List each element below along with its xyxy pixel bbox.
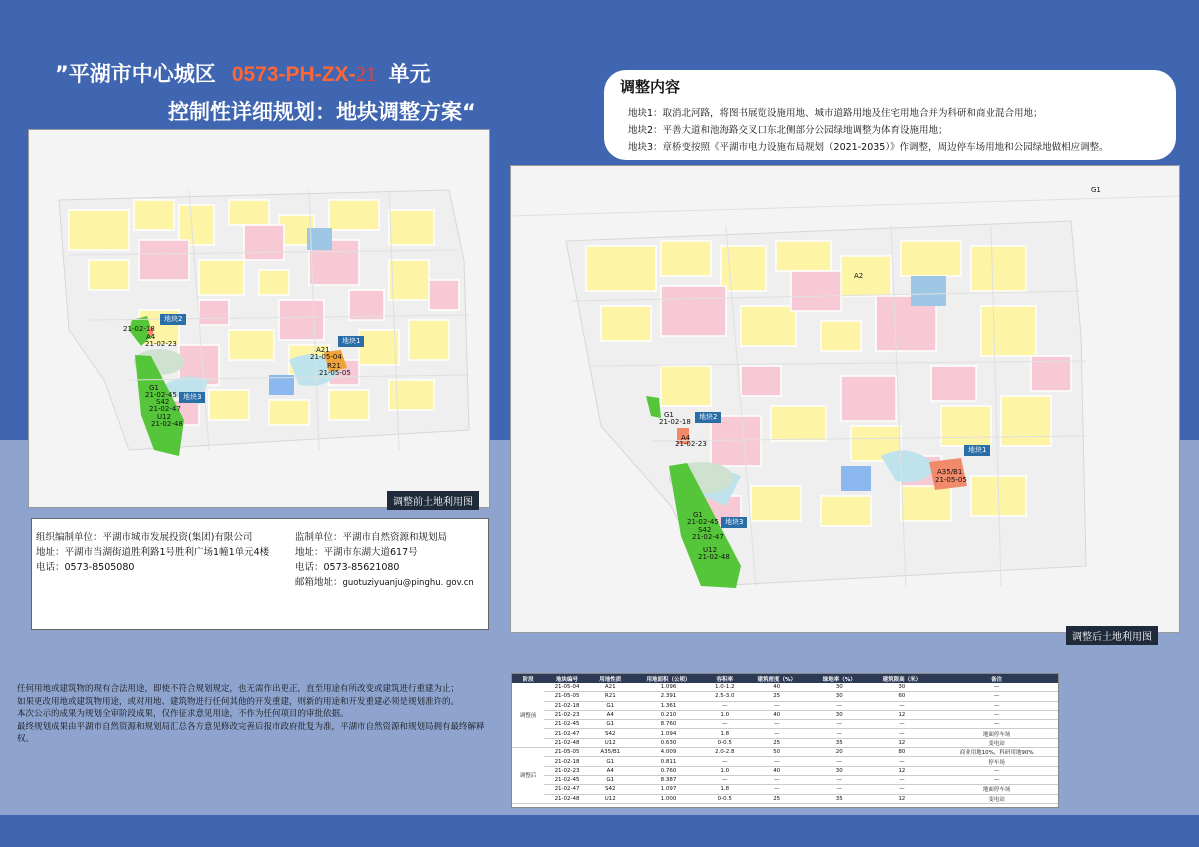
map-before-canvas: [29, 130, 489, 507]
table-cell: 25: [743, 692, 810, 701]
table-cell: G1: [590, 775, 631, 784]
table-cell: 25: [743, 794, 810, 803]
table-cell: 21-02-18: [544, 701, 590, 710]
map-after-use-u12: U12: [703, 546, 718, 554]
table-stage-cell: 调整后: [512, 748, 544, 804]
supervisor-address: 地址：平湖市东湖大道617号: [295, 547, 418, 558]
table-cell: 12: [868, 738, 935, 747]
table-cell: 12: [868, 710, 935, 719]
table-cell: —: [868, 720, 935, 729]
info-box: [31, 518, 489, 630]
table-row: [512, 710, 1058, 719]
table-cell: U12: [590, 738, 631, 747]
table-cell: 1.8: [706, 729, 743, 738]
map-before-code-21-02-47: 21-02-47: [149, 405, 181, 413]
table-cell: —: [743, 757, 810, 766]
table-cell: U12: [590, 794, 631, 803]
note-4: 最终规划成果由平湖市自然资源和规划局汇总各方意见修改完善后报市政府批复为准，平湖市自然资源和规划局拥有最终解释权。: [17, 721, 485, 744]
table-row: [512, 701, 1058, 710]
table-cell: —: [935, 775, 1058, 784]
map-after-code-21-02-18: 21-02-18: [659, 418, 691, 426]
table-cell: —: [743, 701, 810, 710]
table-cell: —: [935, 766, 1058, 775]
map-before-tag-plot3: 地块3: [179, 392, 205, 403]
adjustment-heading: 调整内容: [620, 78, 681, 96]
map-after[interactable]: [510, 165, 1180, 633]
org-address: 地址：平湖市当湖街道胜利路1号胜利广场1幢1单元4楼: [36, 547, 270, 558]
table-cell: 商业用地10%，科研用地90%: [935, 748, 1058, 757]
org-phone: 电话：0573-8505080: [36, 562, 135, 573]
table-stage-cell: 调整前: [512, 683, 544, 748]
table-cell: 30: [810, 710, 868, 719]
map-after-tag-plot3: 地块3: [721, 517, 747, 528]
table-cell: 50: [743, 748, 810, 757]
map-before-code-21-05-05: 21-05-05: [319, 369, 351, 377]
bottom-band: [0, 815, 1199, 847]
table-header: 建筑密度（%）: [743, 674, 810, 683]
table-cell: G1: [590, 757, 631, 766]
table-cell: —: [706, 757, 743, 766]
title-prefix: ”平湖市中心城区: [55, 62, 216, 86]
table-cell: 60: [868, 692, 935, 701]
table-cell: 1.0-1.2: [706, 683, 743, 692]
table-cell: —: [935, 710, 1058, 719]
map-before-code-21-02-48: 21-02-48: [151, 420, 183, 428]
supervisor-name: 监制单位：平湖市自然资源和规划局: [295, 532, 448, 543]
map-after-caption: 调整后土地利用图: [1066, 626, 1158, 645]
table-cell: 1.000: [631, 794, 707, 803]
table-cell: G1: [590, 701, 631, 710]
table-cell: A35/B1: [590, 748, 631, 757]
map-before-tag-plot2: 地块2: [160, 314, 186, 325]
table-cell: 21-02-45: [544, 775, 590, 784]
indicator-table: [511, 673, 1059, 808]
table-cell: 1.096: [631, 683, 707, 692]
map-after-canvas: [511, 166, 1179, 632]
table-cell: —: [810, 720, 868, 729]
table-cell: —: [706, 720, 743, 729]
note-1: 任何用地或建筑物的现有合法用途，即使不符合规划规定，也无需作出更正，直至用途有所改变或建筑进行重建为止；: [17, 684, 460, 694]
table-cell: 40: [743, 710, 810, 719]
table-cell: 21-05-04: [544, 683, 590, 692]
map-after-code-21-02-45: 21-02-45: [687, 518, 719, 526]
map-before-use-u12: U12: [157, 413, 172, 421]
table-cell: 21-02-48: [544, 794, 590, 803]
table-cell: 21-05-05: [544, 692, 590, 701]
table-cell: 80: [868, 748, 935, 757]
email-line: [295, 574, 474, 588]
table-cell: 地面停车场: [935, 729, 1058, 738]
table-cell: 0.811: [631, 757, 707, 766]
table-cell: 1.097: [631, 785, 707, 794]
page-title-line2: 控制性详细规划：地块调整方案“: [168, 100, 476, 124]
table-cell: 21-05-05: [544, 748, 590, 757]
table-cell: A21: [590, 683, 631, 692]
org-name: 组织编制单位：平湖市城市发展投资(集团)有限公司: [36, 532, 253, 543]
table-cell: —: [810, 757, 868, 766]
table-cell: G1: [590, 720, 631, 729]
table-cell: 变电站: [935, 794, 1058, 803]
table-cell: 30: [810, 683, 868, 692]
map-before[interactable]: [28, 129, 490, 508]
table-row: [512, 775, 1058, 784]
table-cell: 40: [743, 766, 810, 775]
table-cell: —: [743, 775, 810, 784]
table-cell: —: [706, 775, 743, 784]
table-cell: 1.0: [706, 710, 743, 719]
table-cell: —: [810, 775, 868, 784]
table-row: [512, 757, 1058, 766]
map-before-use-a4: A4: [146, 333, 156, 341]
table-cell: 1.094: [631, 729, 707, 738]
table-cell: —: [868, 757, 935, 766]
map-after-use-a2: A2: [854, 272, 864, 280]
note-2: 如果更改用地或建筑物用途，或对用地、建筑物进行任何其他的开发重建，则新的用途和开发重建必须是规划准许的。: [17, 696, 460, 707]
table-cell: 8.387: [631, 775, 707, 784]
table-header-row: [512, 674, 1058, 683]
table-cell: 4.009: [631, 748, 707, 757]
map-before-use-g1: G1: [149, 384, 159, 392]
table-cell: —: [868, 701, 935, 710]
table-cell: 21-02-45: [544, 720, 590, 729]
table-cell: 12: [868, 794, 935, 803]
map-after-code-21-02-47: 21-02-47: [692, 533, 724, 541]
table-cell: 20: [810, 748, 868, 757]
table-body: [512, 683, 1058, 803]
table-cell: —: [810, 729, 868, 738]
map-before-use-a21: A21: [316, 346, 330, 354]
map-before-use-r21: R21: [327, 362, 341, 370]
map-after-tag-plot2: 地块2: [695, 412, 721, 423]
table-cell: 35: [810, 738, 868, 747]
table-cell: S42: [590, 785, 631, 794]
map-before-code-21-02-45: 21-02-45: [145, 391, 177, 399]
table-cell: —: [706, 701, 743, 710]
table-row: [512, 729, 1058, 738]
map-after-use-a35-b1: A35/B1: [937, 468, 963, 476]
table-cell: 40: [743, 683, 810, 692]
table-cell: 1.361: [631, 701, 707, 710]
map-after-code-21-05-05: 21-05-05: [935, 476, 967, 484]
table-cell: 30: [868, 683, 935, 692]
map-before-code-21-02-23: 21-02-23: [145, 340, 177, 348]
table-cell: A4: [590, 766, 631, 775]
table-cell: 21-02-47: [544, 785, 590, 794]
table-row: [512, 692, 1058, 701]
map-after-use-g1: G1: [664, 411, 674, 419]
notes: [17, 683, 497, 746]
table-cell: R21: [590, 692, 631, 701]
table-cell: 21-02-48: [544, 738, 590, 747]
table-header: 备注: [935, 674, 1058, 683]
map-before-tag-plot1: 地块1: [338, 336, 364, 347]
map-after-code-21-02-23: 21-02-23: [675, 440, 707, 448]
table-cell: 1.0: [706, 766, 743, 775]
table-cell: A4: [590, 710, 631, 719]
table-cell: 变电站: [935, 738, 1058, 747]
map-after-use-s42: S42: [698, 526, 712, 534]
table-cell: 停车场: [935, 757, 1058, 766]
table-cell: —: [935, 720, 1058, 729]
table-cell: 35: [810, 794, 868, 803]
table-cell: 2.0-2.8: [706, 748, 743, 757]
map-before-caption: 调整前土地利用图: [387, 491, 479, 510]
adjustment-item-2: 地块2：平善大道和池海路交叉口东北侧部分公园绿地调整为体育设施用地；: [628, 125, 948, 136]
table-cell: 8.760: [631, 720, 707, 729]
table-header: 建筑限高（米）: [868, 674, 935, 683]
map-before-code-21-02-18: 21-02-18: [123, 325, 155, 333]
table-cell: 21-02-23: [544, 710, 590, 719]
note-3: 本次公示的成果为规划全审阶段成果，仅作征求意见用途，不作为任何项目的审批依据。: [17, 709, 349, 719]
table-cell: —: [743, 729, 810, 738]
map-after-tag-plot1: 地块1: [964, 445, 990, 456]
table-row: [512, 738, 1058, 747]
map-before-code-21-05-04: 21-05-04: [310, 353, 342, 361]
table-cell: —: [810, 785, 868, 794]
map-before-use-s42: S42: [156, 398, 170, 406]
adjustment-panel: [604, 70, 1176, 160]
table-cell: —: [935, 692, 1058, 701]
table-cell: 0.760: [631, 766, 707, 775]
email-link[interactable]: guotuziyuanju@pinghu. gov.cn: [342, 578, 474, 588]
page-title-line1: [55, 58, 431, 88]
adjustment-item-3: 地块3：章桥变按照《平湖市电力设施布局规划（2021-2035）》作调整，周边停车场用地和公园绿地做相应调整。: [628, 142, 1109, 153]
table-cell: 21-02-23: [544, 766, 590, 775]
table-cell: —: [935, 701, 1058, 710]
map-after-use-g1-top: G1: [1091, 186, 1101, 194]
map-after-code-21-02-48: 21-02-48: [698, 553, 730, 561]
map-after-use-g1-park: G1: [693, 511, 703, 519]
table-cell: 21-02-47: [544, 729, 590, 738]
table-cell: —: [868, 785, 935, 794]
table-header: 地块编号: [544, 674, 590, 683]
table-row: [512, 794, 1058, 803]
table-cell: 30: [810, 766, 868, 775]
table-header: 用地面积（公顷）: [631, 674, 707, 683]
table-row: [512, 748, 1058, 757]
table-cell: 0.630: [631, 738, 707, 747]
title-code-num: 21: [355, 62, 377, 86]
table-row: [512, 683, 1058, 692]
table-cell: 1.8: [706, 785, 743, 794]
table-cell: —: [935, 683, 1058, 692]
table-cell: 12: [868, 766, 935, 775]
table-cell: —: [868, 775, 935, 784]
table-header: 容积率: [706, 674, 743, 683]
table-cell: 2.391: [631, 692, 707, 701]
table-cell: 25: [743, 738, 810, 747]
supervisor-phone: 电话：0573-85621080: [295, 562, 400, 573]
adjustment-item-1: 地块1：取消北河路，将图书展览设施用地、城市道路用地及住宅用地合并为科研和商业混合用地；: [628, 108, 1043, 119]
table-cell: 21-02-18: [544, 757, 590, 766]
table-cell: 30: [810, 692, 868, 701]
table-cell: 0-0.5: [706, 794, 743, 803]
table-row: [512, 720, 1058, 729]
table-cell: —: [868, 729, 935, 738]
table-cell: —: [810, 701, 868, 710]
table-row: [512, 785, 1058, 794]
table-cell: 地面停车场: [935, 785, 1058, 794]
table-cell: 0-0.5: [706, 738, 743, 747]
title-unit: 单元: [388, 62, 431, 86]
title-code: 0573-PH-ZX-: [231, 63, 356, 86]
table-row: [512, 766, 1058, 775]
email-label: 邮箱地址：: [295, 577, 343, 588]
table-cell: S42: [590, 729, 631, 738]
table-cell: 0.210: [631, 710, 707, 719]
map-after-use-a4: A4: [681, 434, 691, 442]
table-header: 绿地率（%）: [810, 674, 868, 683]
table-header: 用地性质: [590, 674, 631, 683]
table-header: 阶段: [512, 674, 544, 683]
table-cell: —: [743, 785, 810, 794]
table-cell: —: [743, 720, 810, 729]
table-cell: 2.5-3.0: [706, 692, 743, 701]
